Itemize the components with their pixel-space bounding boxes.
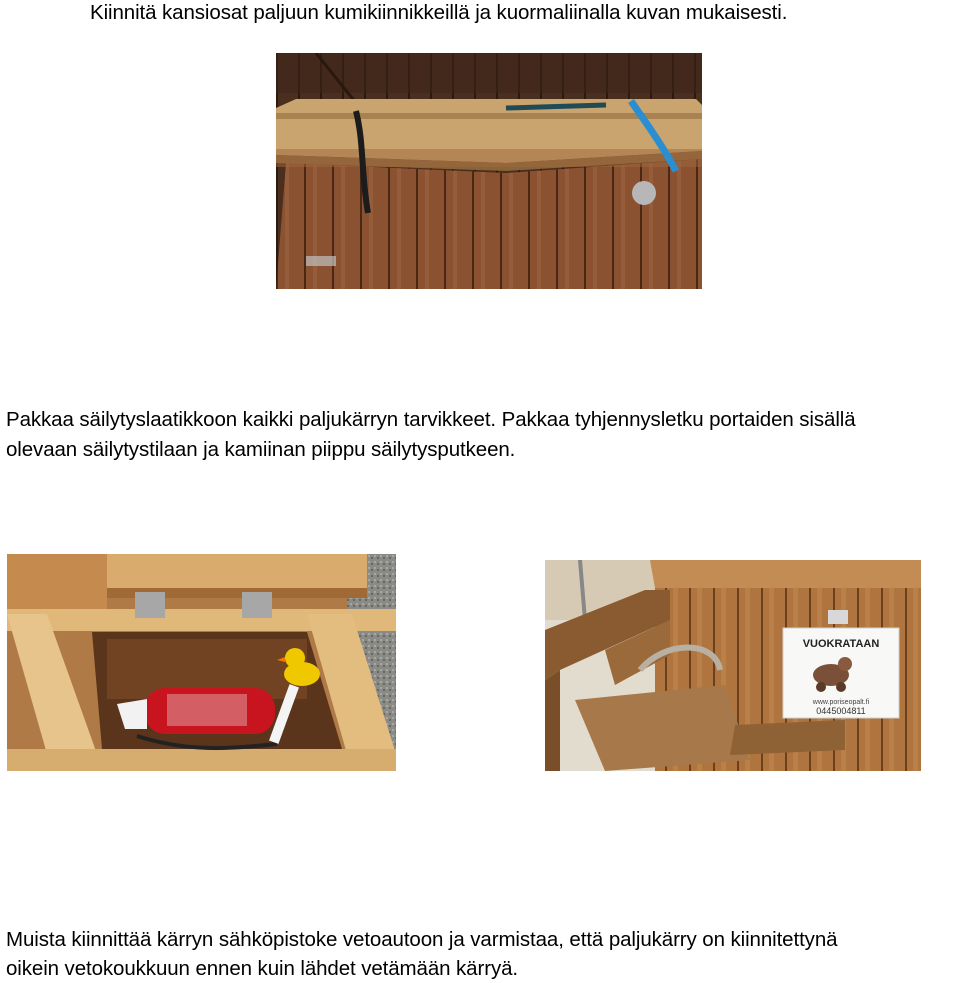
stairs-storage-photo: [545, 560, 921, 771]
rental-sign-title: VUOKRATAAN: [802, 638, 880, 650]
storage-box-photo: [7, 554, 396, 771]
instruction-paragraph-2-line-1: Pakkaa säilytyslaatikkoon kaikki paljukärryn tarvikkeet. Pakkaa tyhjennysletku portaiden sisällä: [6, 408, 856, 431]
rental-sign-url: www.poriseopalt.fi: [812, 699, 870, 706]
instruction-paragraph-3-line-2: oikein vetokoukkuun ennen kuin lähdet vetämään kärryä.: [6, 957, 518, 980]
instruction-paragraph-3-line-1: Muista kiinnittää kärryn sähköpistoke vetoautoon ja varmistaa, että paljukärry on kiinnitettynä: [6, 928, 838, 951]
instruction-paragraph-2-line-2: olevaan säilytystilaan ja kamiinan piippu säilytysputkeen.: [6, 438, 516, 461]
instruction-paragraph-1: Kiinnitä kansiosat paljuun kumikiinnikkeillä ja kuormaliinalla kuvan mukaisesti.: [90, 1, 788, 24]
rental-sign-phone: 0445004811: [816, 706, 866, 716]
hot-tub-lid-photo: [276, 53, 702, 289]
